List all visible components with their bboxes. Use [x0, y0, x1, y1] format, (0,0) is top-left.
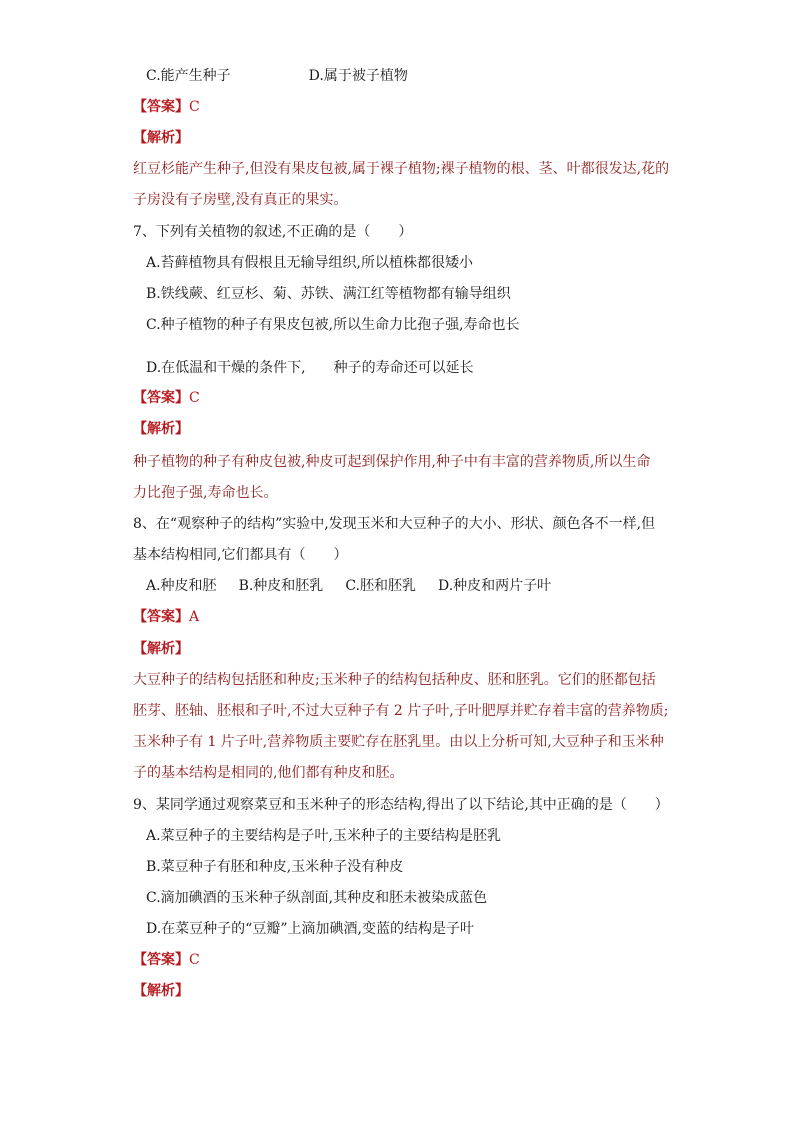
q8-option-b: B.种皮和胚乳 [238, 578, 324, 594]
q8-option-d: D.种皮和两片子叶 [437, 578, 552, 594]
q7-stem: 7、下列有关植物的叙述,不正确的是（ ） [133, 224, 413, 240]
q7-answer [133, 389, 663, 407]
q8-stem-line: 基本结构相同,它们都具有（ ） [133, 547, 348, 563]
q8-explanation-line: 玉米种子有 1 片子叶,营养物质主要贮存在胚乳里。由以上分析可知,大豆种子和玉米种 [133, 734, 664, 750]
q8-explanation-line: 大豆种子的结构包括胚和种皮;玉米种子的结构包括种皮、胚和胚乳。它们的胚都包括 [133, 672, 656, 688]
q8-explanation-label: 【解析】 [133, 641, 189, 657]
q7-option-d: D.在低温和干燥的条件下, 种子的寿命还可以延长 [146, 360, 474, 376]
q6-answer [133, 98, 663, 116]
q8-options [146, 577, 676, 595]
q6-explanation-label: 【解析】 [133, 130, 189, 146]
answer-value: C [189, 390, 200, 406]
q7-explanation-line: 种子植物的种子有种皮包被,种皮可起到保护作用,种子中有丰富的营养物质,所以生命 [133, 454, 651, 470]
q7-explanation-line: 力比孢子强,寿命也长。 [133, 485, 278, 501]
q6-explanation-line: 红豆杉能产生种子,但没有果皮包被,属于裸子植物;裸子植物的根、茎、叶都很发达,花的 [133, 161, 670, 177]
q6-explanation-line: 子房没有子房壁,没有真正的果实。 [133, 192, 348, 208]
answer-label: 【答案】 [133, 390, 189, 406]
q8-option-c: C.胚和胚乳 [345, 578, 416, 594]
q7-explanation-label: 【解析】 [133, 421, 189, 437]
q6-options-cd [146, 67, 676, 85]
q9-option-a: A.菜豆种子的主要结构是子叶,玉米种子的主要结构是胚乳 [146, 828, 502, 844]
answer-value: C [189, 952, 200, 968]
q9-option-c: C.滴加碘酒的玉米种子纵剖面,其种皮和胚未被染成蓝色 [146, 890, 488, 906]
q8-explanation-line: 子的基本结构是相同的,他们都有种皮和胚。 [133, 765, 404, 781]
q9-answer [133, 951, 663, 969]
q8-stem-line: 8、在“观察种子的结构”实验中,发现玉米和大豆种子的大小、形状、颜色各不一样,但 [133, 516, 656, 532]
q7-option-a: A.苔藓植物具有假根且无输导组织,所以植株都很矮小 [146, 255, 474, 271]
q8-explanation-line: 胚芽、胚轴、胚根和子叶,不过大豆种子有 2 片子叶,子叶肥厚并贮存着丰富的营养物质; [133, 703, 669, 719]
answer-value: C [189, 99, 200, 115]
q7-option-b: B.铁线蕨、红豆杉、菊、苏铁、满江红等植物都有输导组织 [146, 286, 511, 302]
q6-option-c: C.能产生种子 [146, 68, 231, 84]
q8-option-a: A.种皮和胚 [146, 578, 217, 594]
answer-label: 【答案】 [133, 99, 189, 115]
answer-label: 【答案】 [133, 952, 189, 968]
q6-option-d: D.属于被子植物 [308, 68, 408, 84]
answer-value: A [189, 609, 200, 625]
q9-stem: 9、某同学通过观察菜豆和玉米种子的形态结构,得出了以下结论,其中正确的是（ ） [133, 797, 669, 813]
answer-label: 【答案】 [133, 609, 189, 625]
q7-option-c: C.种子植物的种子有果皮包被,所以生命力比孢子强,寿命也长 [146, 317, 520, 333]
q9-option-d: D.在菜豆种子的“豆瓣”上滴加碘酒,变蓝的结构是子叶 [146, 921, 474, 937]
q9-option-b: B.菜豆种子有胚和种皮,玉米种子没有种皮 [146, 859, 404, 875]
q8-answer [133, 608, 663, 626]
q9-explanation-label: 【解析】 [133, 983, 189, 999]
